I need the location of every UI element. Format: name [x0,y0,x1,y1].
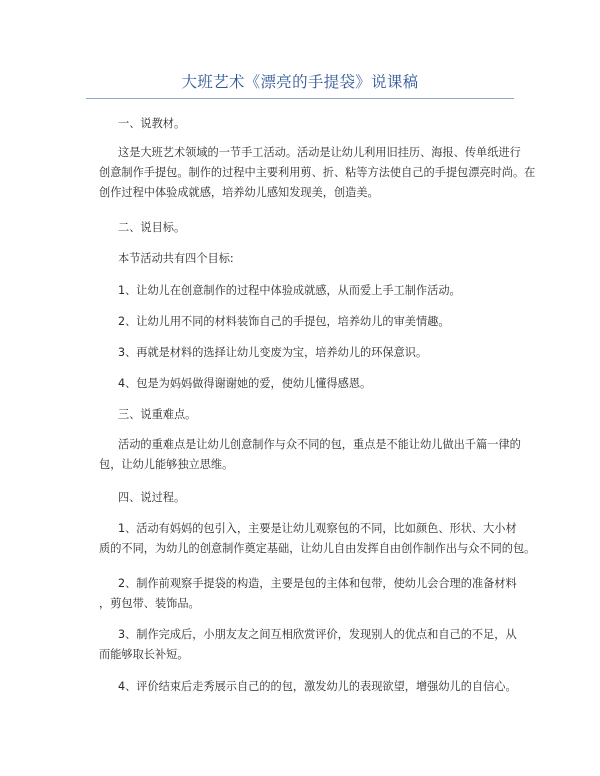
paragraph-line: 2、制作前观察手提袋的构造，主要是包的主体和包带，使幼儿会合理的准备材料 [118,577,517,590]
document-title: 大班艺术《漂亮的手提袋》说课稿 [181,73,419,91]
goal-item-2: 2、让幼儿用不同的材料装饰自己的手提包，培养幼儿的审美情趣。 [118,315,450,328]
paragraph-materials [99,143,536,203]
paragraph-line: 这是大班艺术领域的一节手工活动。活动是让幼儿利用旧挂历、海报、传单纸进行 [118,146,521,159]
goal-item-4: 4、包是为妈妈做得谢谢她的爱，使幼儿懂得感恩。 [118,377,372,390]
process-step-1 [99,519,536,559]
section-heading-key-points: 三、说重难点。 [118,408,197,421]
paragraph-line: 3、制作完成后，小朋友友之间互相欣赏评价，发现别人的优点和自己的不足，从 [118,628,517,641]
paragraph-line: 而能够取长补短。 [99,648,189,661]
process-step-4: 4、评价结束后走秀展示自己的的包，激发幼儿的表现欲望，增强幼儿的自信心。 [118,680,517,693]
paragraph-line: 创作过程中体验成就感，培养幼儿感知发现美，创造美。 [99,186,379,199]
process-step-2 [99,574,517,614]
paragraph-line: 包，让幼儿能够独立思维。 [99,458,234,471]
section-heading-materials: 一、说教材。 [118,117,186,130]
paragraph-line: 创意制作手提包。制作的过程中主要利用剪、折、粘等方法使自己的手提包漂亮时尚。在 [99,166,536,179]
paragraph-line: 1、活动有妈妈的包引入，主要是让幼儿观察包的不同，比如颜色、形状、大小材 [118,522,517,535]
goals-intro: 本节活动共有四个目标: [118,252,234,265]
paragraph-line: 质的不同，为幼儿的创意制作奠定基础，让幼儿自由发挥自由创作制作出与众不同的包。 [99,542,536,555]
section-heading-process: 四、说过程。 [118,491,186,504]
goal-item-1: 1、让幼儿在创意制作的过程中体验成就感，从而爱上手工制作活动。 [118,284,461,297]
title-underline [86,98,514,99]
paragraph-line: ，剪包带、装饰品。 [99,597,200,610]
goal-item-3: 3、再就是材料的选择让幼儿变废为宝，培养幼儿的环保意识。 [118,346,428,359]
paragraph-key-points [99,435,521,475]
section-heading-goals: 二、说目标。 [118,221,186,234]
process-step-3 [99,625,517,665]
paragraph-line: 活动的重难点是让幼儿创意制作与众不同的包，重点是不能让幼儿做出千篇一律的 [118,438,521,451]
